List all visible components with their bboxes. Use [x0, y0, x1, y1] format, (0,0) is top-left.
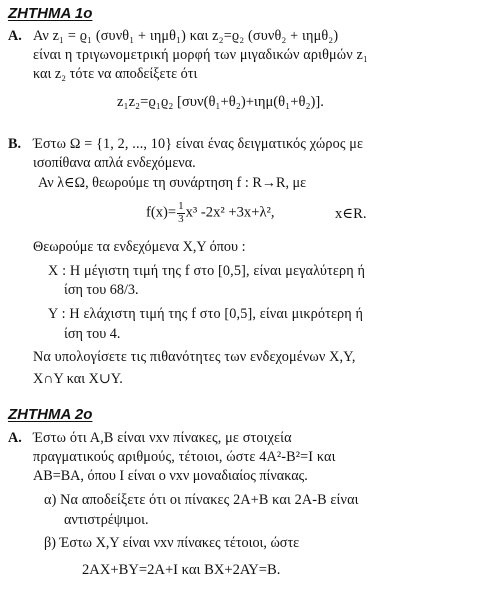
part-b-label: Β. — [8, 136, 22, 152]
q1-a-line-1: Αν z₁ = ϱ₁ (συνθ₁ + ιημθ₁) και z₂=ϱ₂ (συνθ₂ + ιημθ₂) — [33, 28, 339, 44]
q1-b-line-6: Χ∩Υ και Χ∪Υ. — [33, 371, 123, 387]
q2-a-line-1: Έστω ότι Α,Β είναι νxν πίνακες, με στοιχεία — [33, 430, 292, 446]
fraction-numerator: 1 — [178, 200, 184, 212]
event-y-line-1: Υ : Η ελάχιστη τιμή της f στο [0,5], είναι μικρότερη ή — [48, 306, 364, 322]
fraction-denominator: 3 — [178, 212, 184, 225]
function-lhs: f(x)= — [146, 204, 177, 221]
function-rhs: x³ -2x² +3x+λ², — [185, 204, 275, 221]
part-a-label: Α. — [8, 28, 22, 44]
q1-a-line-2: είναι η τριγωνομετρική μορφή των μιγαδικών αριθμών z₁ — [33, 47, 369, 63]
q1-b-line-5: Να υπολογίσετε τις πιθανότητες των ενδεχομένων Χ,Υ, — [33, 349, 356, 365]
q1-b-function — [146, 201, 275, 225]
q2-alpha-line-2: αντιστρέψιμοι. — [64, 512, 149, 528]
q2-a-line-3: ΑΒ=ΒΑ, όπου Ι είναι ο νxν μοναδιαίος πίνακας. — [33, 468, 308, 484]
q2-alpha-line-1: α) Να αποδείξετε ότι οι πίνακες 2Α+Β και 2Α-Β είναι — [44, 492, 359, 508]
q2-beta-line-1: β) Έστω Χ,Υ είναι νxν πίνακες τέτοιοι, ώστε — [44, 535, 300, 551]
fraction-one-third — [177, 201, 185, 225]
event-x-line-1: Χ : Η μέγιστη τιμή της f στο [0,5], είναι μεγαλύτερη ή — [48, 263, 366, 279]
q1-b-line-1: Έστω Ω = {1, 2, ..., 10} είναι ένας δειγματικός χώρος με — [33, 136, 364, 152]
function-domain: x∈R. — [335, 206, 367, 222]
q1-b-line-2: ισοπίθανα απλά ενδεχόμενα. — [33, 155, 196, 171]
q2-part-a-label: Α. — [8, 430, 22, 446]
event-x-line-2: ίση του 68/3. — [64, 282, 139, 298]
q1-a-line-3: και z₂ τότε να αποδείξετε ότι — [33, 66, 198, 82]
q1-b-line-4: Θεωρούμε τα ενδεχόμενα Χ,Υ όπου : — [33, 239, 246, 255]
question-2-title: ΖΗΤΗΜΑ 2ο — [8, 406, 93, 423]
question-1-title: ΖΗΤΗΜΑ 1ο — [8, 5, 93, 22]
q2-formula: 2ΑΧ+ΒΥ=2Α+Ι και ΒΧ+2ΑΥ=Β. — [82, 562, 281, 578]
q1-a-formula: z₁z₂=ϱ₁ϱ₂ [συν(θ₁+θ₂)+ιημ(θ₁+θ₂)]. — [117, 94, 324, 110]
q1-b-line-3: Αν λ∈Ω, θεωρούμε τη συνάρτηση f : R→R, με — [38, 175, 307, 191]
q2-a-line-2: πραγματικούς αριθμούς, τέτοιοι, ώστε 4Α²-Β²=Ι και — [33, 449, 336, 465]
event-y-line-2: ίση του 4. — [64, 326, 121, 342]
